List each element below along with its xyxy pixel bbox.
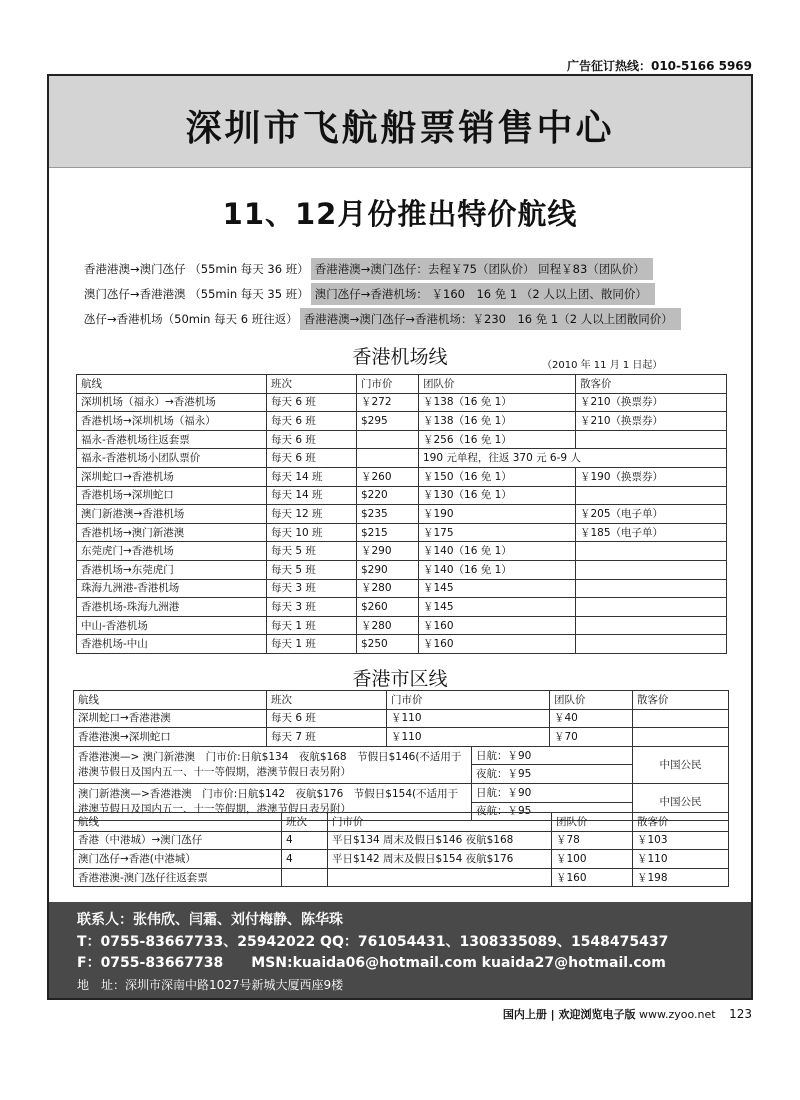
table-row — [74, 868, 729, 887]
table-cell: 每天 14 班 — [267, 486, 357, 505]
table-row — [77, 523, 727, 542]
page-number: 123 — [729, 1007, 752, 1021]
table-cell: 澳门新港澳—>香港港澳 门市价:日航$142 夜航$176 节假日$154(不适用于港澳节假日及国内五一、十一等假期，港澳节假日表另附） — [74, 783, 472, 820]
promo-schedule: 氹仔→香港机场（50min 每天 6 班往返） — [84, 312, 298, 326]
table-cell — [576, 579, 727, 598]
table-cell: 珠海九洲港-香港机场 — [77, 579, 267, 598]
table-cell: 团队价 — [419, 375, 576, 394]
table-cell: $260 — [357, 598, 419, 617]
table-cell: $290 — [357, 560, 419, 579]
table-cell: 中国公民 — [633, 746, 729, 783]
table-row — [74, 709, 729, 728]
table-cell: 香港港澳→深圳蛇口 — [74, 728, 267, 747]
table-cell — [357, 449, 419, 468]
table-cell — [328, 868, 552, 887]
city-route-table-2 — [73, 812, 729, 887]
table-cell: $235 — [357, 505, 419, 524]
table-cell: ￥78 — [552, 831, 633, 850]
effective-date: （2010 年 11 月 1 日起） — [542, 360, 663, 371]
table-cell: 澳门新港澳→香港机场 — [77, 505, 267, 524]
contact-footer — [49, 902, 751, 998]
table-cell: ￥110 — [633, 850, 729, 869]
table-cell: ￥260 — [357, 467, 419, 486]
table-cell: 4 — [282, 850, 328, 869]
table-cell: 澳门氹仔→香港(中港城） — [74, 850, 282, 869]
table-cell: 班次 — [282, 813, 328, 832]
table-cell: 门市价 — [357, 375, 419, 394]
table-cell — [633, 709, 729, 728]
table-cell: 香港（中港城）→澳门氹仔 — [74, 831, 282, 850]
table-cell: 每天 3 班 — [267, 598, 357, 617]
special-route-row — [74, 783, 729, 802]
table-cell: 散客价 — [633, 813, 729, 832]
table-cell — [576, 598, 727, 617]
city-section-title: 香港市区线 — [352, 668, 448, 690]
table-row — [77, 393, 727, 412]
table-cell: 班次 — [267, 691, 387, 710]
table-cell: 航线 — [77, 375, 267, 394]
table-cell: 每天 6 班 — [267, 449, 357, 468]
table-cell: 日航：￥90 — [472, 746, 633, 765]
table-cell: ￥190（换票券） — [576, 467, 727, 486]
table-header-row — [77, 375, 727, 394]
table-cell: 东莞虎门→香港机场 — [77, 542, 267, 561]
table-cell: ￥138（16 免 1） — [419, 393, 576, 412]
table-row — [77, 505, 727, 524]
table-row — [77, 579, 727, 598]
table-cell: ￥198 — [633, 868, 729, 887]
table-cell: 香港港澳—> 澳门新港澳 门市价:日航$134 夜航$168 节假日$146(不适用于港澳节假日及国内五一、十一等假期，港澳节假日表另附） — [74, 746, 472, 783]
table-row — [77, 412, 727, 431]
table-cell: ￥145 — [419, 598, 576, 617]
table-cell: 夜航：￥95 — [472, 765, 633, 784]
table-cell: 每天 3 班 — [267, 579, 357, 598]
table-cell: 香港机场-珠海九洲港 — [77, 598, 267, 617]
table-header-row — [74, 813, 729, 832]
table-cell: 4 — [282, 831, 328, 850]
promo-fare: 香港港澳→澳门氹仔：去程￥75（团队价） 回程￥83（团队价） — [311, 258, 653, 280]
table-cell — [357, 430, 419, 449]
airport-section-title: 香港机场线 — [352, 346, 448, 368]
table-cell: 团队价 — [550, 691, 633, 710]
table-cell: ￥150（16 免 1） — [419, 467, 576, 486]
table-cell: 香港机场→东莞虎门 — [77, 560, 267, 579]
table-cell: 航线 — [74, 691, 267, 710]
company-title: 深圳市飞航船票销售中心 — [185, 108, 615, 149]
table-cell: ￥190 — [419, 505, 576, 524]
table-cell: 深圳蛇口→香港港澳 — [74, 709, 267, 728]
promo-schedule: 澳门氹仔→香港港澳 （55min 每天 35 班） — [84, 287, 309, 301]
table-cell: 平日$142 周末及假日$154 夜航$176 — [328, 850, 552, 869]
table-cell: ￥210（换票券） — [576, 393, 727, 412]
table-cell: ￥272 — [357, 393, 419, 412]
website-url: www.zyoo.net — [639, 1008, 716, 1021]
table-row — [74, 850, 729, 869]
promo-title: 11、12月份推出特价航线 — [222, 197, 578, 231]
table-cell: $215 — [357, 523, 419, 542]
airport-route-table — [76, 374, 727, 654]
table-cell — [282, 868, 328, 887]
table-cell: 班次 — [267, 375, 357, 394]
table-row — [77, 449, 727, 468]
table-cell: ￥100 — [552, 850, 633, 869]
table-cell: 夜航：￥95 — [472, 802, 633, 821]
table-row — [77, 467, 727, 486]
table-cell: ￥280 — [357, 579, 419, 598]
table-cell — [576, 635, 727, 654]
ad-frame — [47, 74, 753, 1000]
table-cell: 每天 1 班 — [267, 616, 357, 635]
table-cell — [576, 542, 727, 561]
table-cell: 每天 6 班 — [267, 393, 357, 412]
table-row — [77, 598, 727, 617]
table-cell — [576, 430, 727, 449]
contact-people: 联系人：张伟欣、闫霜、刘付梅静、陈华珠 — [77, 912, 343, 928]
table-cell: $250 — [357, 635, 419, 654]
table-cell: 中山-香港机场 — [77, 616, 267, 635]
table-cell: 每天 14 班 — [267, 467, 357, 486]
table-cell: 中国公民 — [633, 783, 729, 820]
table-cell: ￥140（16 免 1） — [419, 560, 576, 579]
table-cell: 香港机场-中山 — [77, 635, 267, 654]
table-row — [74, 728, 729, 747]
promo-row — [84, 258, 653, 280]
city-route-table — [73, 690, 729, 821]
table-cell: 航线 — [74, 813, 282, 832]
header-banner — [49, 76, 751, 168]
table-row — [77, 635, 727, 654]
table-cell: 福永-香港机场小团队票价 — [77, 449, 267, 468]
promo-fare: 香港港澳→澳门氹仔→香港机场：￥230 16 免 1（2 人以上团散同价） — [300, 308, 681, 330]
table-cell: 香港机场→澳门新港澳 — [77, 523, 267, 542]
table-cell: ￥175 — [419, 523, 576, 542]
table-cell — [576, 560, 727, 579]
table-cell: ￥160 — [419, 635, 576, 654]
table-cell: $295 — [357, 412, 419, 431]
table-cell: 每天 5 班 — [267, 560, 357, 579]
table-cell: 每天 7 班 — [267, 728, 387, 747]
table-header-row — [74, 691, 729, 710]
table-cell: 深圳蛇口→香港机场 — [77, 467, 267, 486]
table-cell: ￥110 — [387, 728, 550, 747]
table-cell: ￥160 — [419, 616, 576, 635]
table-row — [74, 831, 729, 850]
table-cell: ￥280 — [357, 616, 419, 635]
contact-telephone: T：0755-83667733、25942022 QQ：761054431、1308335089、1548475437 — [77, 933, 669, 950]
table-cell: 香港机场→深圳机场（福永） — [77, 412, 267, 431]
promo-row — [84, 283, 655, 305]
page-footer — [503, 1006, 752, 1022]
promo-schedule: 香港港澳→澳门氹仔 （55min 每天 36 班） — [84, 262, 309, 276]
table-cell: 散客价 — [633, 691, 729, 710]
table-cell: ￥40 — [550, 709, 633, 728]
table-cell: 每天 6 班 — [267, 412, 357, 431]
table-cell — [576, 486, 727, 505]
table-row — [77, 560, 727, 579]
table-cell: 190 元单程，往返 370 元 6-9 人 — [419, 449, 727, 468]
promo-row — [84, 308, 681, 330]
table-row — [77, 616, 727, 635]
table-cell: 每天 12 班 — [267, 505, 357, 524]
table-cell: 团队价 — [552, 813, 633, 832]
table-cell: 每天 1 班 — [267, 635, 357, 654]
table-row — [77, 430, 727, 449]
table-cell: ￥205（电子单） — [576, 505, 727, 524]
table-cell: ￥145 — [419, 579, 576, 598]
table-cell: 平日$134 周末及假日$146 夜航$168 — [328, 831, 552, 850]
table-cell: 每天 10 班 — [267, 523, 357, 542]
table-cell — [633, 728, 729, 747]
table-cell: 福永-香港机场往返套票 — [77, 430, 267, 449]
contact-address: 地 址：深圳市深南中路1027号新城大厦西座9楼 — [77, 977, 344, 992]
table-cell: 每天 6 班 — [267, 709, 387, 728]
table-row — [77, 486, 727, 505]
table-row — [77, 542, 727, 561]
table-cell: ￥185（电子单） — [576, 523, 727, 542]
table-cell: 日航：￥90 — [472, 783, 633, 802]
table-cell: 深圳机场（福永）→香港机场 — [77, 393, 267, 412]
ad-hotline: 广告征订热线：010-5166 5969 — [566, 59, 752, 73]
table-cell: 门市价 — [387, 691, 550, 710]
table-cell: ￥210（换票券） — [576, 412, 727, 431]
table-cell: ￥103 — [633, 831, 729, 850]
table-cell: ￥290 — [357, 542, 419, 561]
table-cell: 散客价 — [576, 375, 727, 394]
table-cell: 门市价 — [328, 813, 552, 832]
table-cell: 每天 5 班 — [267, 542, 357, 561]
special-route-row — [74, 746, 729, 765]
table-cell: 香港港澳-澳门氹仔往返套票 — [74, 868, 282, 887]
table-cell: ￥110 — [387, 709, 550, 728]
table-cell: 每天 6 班 — [267, 430, 357, 449]
table-cell: ￥70 — [550, 728, 633, 747]
contact-fax-msn: F：0755-83667738 MSN:kuaida06@hotmail.com kuaida27@hotmail.com — [77, 955, 666, 971]
page-footer-text: 国内上册 | 欢迎浏览电子版 — [502, 1008, 636, 1021]
table-cell: $220 — [357, 486, 419, 505]
table-cell: ￥160 — [552, 868, 633, 887]
table-cell: ￥138（16 免 1） — [419, 412, 576, 431]
table-cell: ￥140（16 免 1） — [419, 542, 576, 561]
promo-fare: 澳门氹仔→香港机场： ￥160 16 免 1 （2 人以上团、散同价） — [311, 283, 655, 305]
table-cell — [576, 616, 727, 635]
table-cell: 香港机场→深圳蛇口 — [77, 486, 267, 505]
table-cell: ￥130（16 免 1） — [419, 486, 576, 505]
table-cell: ￥256（16 免 1） — [419, 430, 576, 449]
